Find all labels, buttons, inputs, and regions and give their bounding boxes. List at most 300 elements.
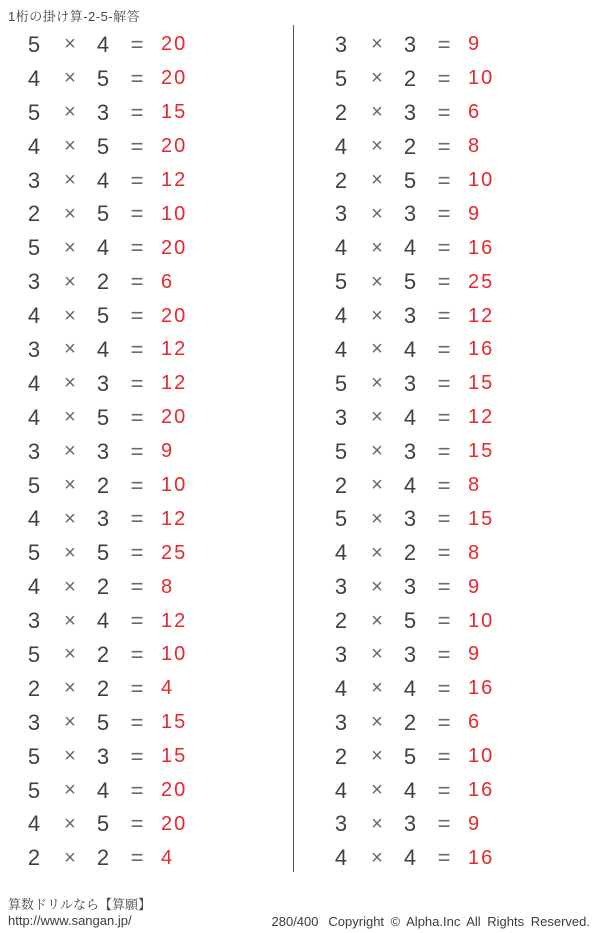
equals-symbol: = — [130, 235, 144, 261]
problems-column-left — [0, 28, 293, 875]
answer-value: 9 — [468, 575, 482, 598]
equals-symbol: = — [437, 777, 451, 803]
problem-row — [0, 469, 293, 503]
operand-b: 5 — [96, 811, 110, 837]
equals-symbol: = — [437, 167, 451, 193]
equals-symbol: = — [130, 608, 144, 634]
operand-a: 2 — [334, 472, 348, 498]
answer-value: 8 — [468, 135, 482, 158]
operand-a: 3 — [334, 404, 348, 430]
equals-symbol: = — [130, 472, 144, 498]
problem-row — [307, 265, 600, 299]
operand-a: 5 — [27, 99, 41, 125]
operand-b: 2 — [403, 709, 417, 735]
answer-value: 12 — [468, 304, 495, 327]
operand-a: 4 — [27, 574, 41, 600]
times-symbol: × — [64, 677, 76, 700]
answer-value: 15 — [161, 101, 188, 124]
operand-a: 4 — [334, 133, 348, 159]
operand-a: 4 — [27, 65, 41, 91]
operand-b: 3 — [403, 641, 417, 667]
operand-b: 3 — [96, 506, 110, 532]
times-symbol: × — [64, 202, 76, 225]
operand-a: 2 — [27, 845, 41, 871]
operand-b: 3 — [403, 303, 417, 329]
equals-symbol: = — [130, 574, 144, 600]
problem-row — [0, 672, 293, 706]
problem-row — [307, 740, 600, 774]
equals-symbol: = — [130, 438, 144, 464]
times-symbol: × — [371, 541, 383, 564]
operand-b: 5 — [96, 540, 110, 566]
operand-b: 2 — [96, 641, 110, 667]
times-symbol: × — [371, 202, 383, 225]
problem-row — [307, 96, 600, 130]
equals-symbol: = — [437, 303, 451, 329]
problem-row — [0, 536, 293, 570]
operand-a: 5 — [27, 472, 41, 498]
operand-b: 4 — [403, 777, 417, 803]
problem-row — [0, 197, 293, 231]
copyright-text: Copyright © Alpha.Inc All Rights Reserved. — [328, 914, 590, 929]
equals-symbol: = — [437, 845, 451, 871]
answer-value: 4 — [161, 677, 175, 700]
times-symbol: × — [64, 304, 76, 327]
operand-b: 4 — [403, 675, 417, 701]
problem-row — [307, 638, 600, 672]
operand-b: 5 — [96, 303, 110, 329]
operand-a: 4 — [334, 845, 348, 871]
operand-a: 3 — [27, 709, 41, 735]
problem-row — [0, 62, 293, 96]
problem-row — [307, 672, 600, 706]
equals-symbol: = — [437, 269, 451, 295]
problem-row — [0, 706, 293, 740]
operand-a: 4 — [334, 777, 348, 803]
equals-symbol: = — [130, 370, 144, 396]
problem-row — [307, 469, 600, 503]
footer-site-name: 算数ドリルなら【算願】 — [8, 897, 152, 912]
problem-row — [307, 299, 600, 333]
problem-row — [0, 265, 293, 299]
equals-symbol: = — [437, 65, 451, 91]
equals-symbol: = — [130, 811, 144, 837]
equals-symbol: = — [437, 336, 451, 362]
answer-value: 12 — [161, 169, 188, 191]
operand-a: 4 — [27, 370, 41, 396]
operand-b: 5 — [96, 133, 110, 159]
equals-symbol: = — [130, 167, 144, 193]
answer-value: 12 — [468, 406, 495, 429]
problem-row — [0, 164, 293, 198]
problem-row — [0, 367, 293, 401]
problems-area — [0, 28, 600, 875]
operand-a: 2 — [334, 167, 348, 193]
operand-b: 4 — [403, 404, 417, 430]
operand-b: 2 — [403, 65, 417, 91]
operand-b: 4 — [403, 472, 417, 498]
answer-value: 10 — [468, 169, 495, 191]
times-symbol: × — [64, 406, 76, 429]
equals-symbol: = — [130, 31, 144, 57]
times-symbol: × — [64, 812, 76, 835]
answer-value: 6 — [161, 270, 175, 293]
operand-b: 3 — [96, 438, 110, 464]
operand-a: 4 — [334, 540, 348, 566]
answer-value: 4 — [161, 846, 175, 869]
times-symbol: × — [64, 643, 76, 666]
problem-row — [307, 807, 600, 841]
equals-symbol: = — [437, 133, 451, 159]
operand-a: 3 — [334, 709, 348, 735]
footer-site-url: http://www.sangan.jp/ — [8, 913, 132, 928]
operand-a: 4 — [27, 303, 41, 329]
problem-row — [0, 502, 293, 536]
equals-symbol: = — [437, 675, 451, 701]
equals-symbol: = — [130, 675, 144, 701]
operand-b: 5 — [96, 404, 110, 430]
answer-value: 10 — [161, 643, 188, 666]
equals-symbol: = — [437, 641, 451, 667]
answer-value: 20 — [161, 406, 188, 429]
times-symbol: × — [371, 677, 383, 700]
answer-value: 25 — [468, 270, 495, 293]
operand-a: 3 — [334, 641, 348, 667]
operand-b: 2 — [96, 675, 110, 701]
times-symbol: × — [371, 846, 383, 869]
problem-row — [307, 28, 600, 62]
equals-symbol: = — [437, 540, 451, 566]
equals-symbol: = — [130, 641, 144, 667]
answer-value: 20 — [161, 304, 188, 327]
operand-b: 3 — [403, 574, 417, 600]
times-symbol: × — [371, 372, 383, 395]
problem-row — [0, 807, 293, 841]
equals-symbol: = — [437, 574, 451, 600]
answer-value: 12 — [161, 338, 188, 361]
times-symbol: × — [64, 33, 76, 56]
answer-value: 12 — [161, 609, 188, 632]
operand-a: 5 — [334, 65, 348, 91]
operand-a: 5 — [27, 31, 41, 57]
times-symbol: × — [64, 101, 76, 124]
problem-row — [307, 604, 600, 638]
problem-row — [307, 231, 600, 265]
answer-value: 15 — [161, 711, 188, 734]
operand-a: 4 — [27, 811, 41, 837]
problem-row — [0, 638, 293, 672]
equals-symbol: = — [437, 370, 451, 396]
page-title: 1桁の掛け算-2-5-解答 — [8, 9, 141, 24]
answer-value: 6 — [468, 711, 482, 734]
operand-a: 5 — [334, 269, 348, 295]
times-symbol: × — [64, 541, 76, 564]
problem-row — [0, 774, 293, 808]
answer-value: 15 — [468, 372, 495, 395]
answer-value: 8 — [468, 474, 482, 497]
operand-a: 5 — [27, 235, 41, 261]
answer-value: 16 — [468, 779, 495, 802]
times-symbol: × — [371, 609, 383, 632]
operand-b: 5 — [96, 709, 110, 735]
operand-b: 4 — [96, 235, 110, 261]
problem-row — [0, 841, 293, 875]
operand-a: 4 — [334, 303, 348, 329]
answer-value: 25 — [161, 541, 188, 564]
operand-a: 3 — [334, 574, 348, 600]
operand-b: 3 — [96, 743, 110, 769]
operand-a: 5 — [27, 641, 41, 667]
operand-a: 5 — [27, 777, 41, 803]
answer-value: 9 — [468, 812, 482, 835]
answer-value: 12 — [161, 507, 188, 530]
problem-row — [0, 333, 293, 367]
times-symbol: × — [371, 338, 383, 361]
problem-row — [307, 130, 600, 164]
operand-a: 3 — [27, 167, 41, 193]
answer-value: 9 — [161, 440, 175, 463]
times-symbol: × — [64, 575, 76, 598]
operand-a: 3 — [27, 269, 41, 295]
problem-row — [307, 570, 600, 604]
problem-row — [307, 536, 600, 570]
problem-row — [307, 502, 600, 536]
operand-a: 5 — [334, 370, 348, 396]
times-symbol: × — [371, 304, 383, 327]
operand-b: 4 — [96, 31, 110, 57]
equals-symbol: = — [437, 472, 451, 498]
operand-a: 2 — [334, 99, 348, 125]
equals-symbol: = — [437, 404, 451, 430]
operand-b: 3 — [96, 99, 110, 125]
answer-value: 15 — [468, 507, 495, 530]
times-symbol: × — [371, 67, 383, 90]
problem-row — [307, 164, 600, 198]
operand-a: 4 — [334, 675, 348, 701]
answer-value: 20 — [161, 779, 188, 802]
equals-symbol: = — [130, 743, 144, 769]
answer-value: 16 — [468, 236, 495, 259]
operand-a: 3 — [27, 608, 41, 634]
problem-row — [0, 740, 293, 774]
operand-b: 3 — [403, 506, 417, 532]
operand-b: 3 — [403, 31, 417, 57]
answer-value: 8 — [468, 541, 482, 564]
equals-symbol: = — [130, 303, 144, 329]
problem-row — [307, 401, 600, 435]
problem-row — [307, 197, 600, 231]
equals-symbol: = — [130, 540, 144, 566]
times-symbol: × — [64, 609, 76, 632]
page-number: 280/400 — [271, 914, 319, 929]
operand-b: 3 — [403, 438, 417, 464]
problem-row — [0, 231, 293, 265]
times-symbol: × — [371, 169, 383, 191]
problem-row — [0, 604, 293, 638]
times-symbol: × — [64, 745, 76, 768]
answer-value: 16 — [468, 846, 495, 869]
answer-value: 15 — [468, 440, 495, 463]
operand-b: 2 — [96, 574, 110, 600]
operand-a: 4 — [334, 336, 348, 362]
answer-value: 16 — [468, 338, 495, 361]
times-symbol: × — [64, 779, 76, 802]
operand-b: 2 — [403, 133, 417, 159]
times-symbol: × — [64, 474, 76, 497]
operand-b: 5 — [403, 167, 417, 193]
problem-row — [307, 367, 600, 401]
operand-a: 4 — [27, 404, 41, 430]
equals-symbol: = — [130, 506, 144, 532]
times-symbol: × — [64, 270, 76, 293]
problem-row — [0, 130, 293, 164]
operand-b: 3 — [403, 201, 417, 227]
operand-b: 3 — [403, 370, 417, 396]
equals-symbol: = — [130, 777, 144, 803]
operand-b: 4 — [403, 336, 417, 362]
operand-b: 3 — [403, 811, 417, 837]
equals-symbol: = — [437, 743, 451, 769]
times-symbol: × — [64, 846, 76, 869]
operand-b: 5 — [96, 201, 110, 227]
equals-symbol: = — [130, 709, 144, 735]
times-symbol: × — [371, 643, 383, 666]
answer-value: 20 — [161, 67, 188, 90]
equals-symbol: = — [130, 269, 144, 295]
operand-b: 3 — [403, 99, 417, 125]
answer-value: 9 — [468, 202, 482, 225]
answer-value: 15 — [161, 745, 188, 768]
equals-symbol: = — [437, 438, 451, 464]
operand-a: 4 — [27, 133, 41, 159]
operand-b: 5 — [403, 269, 417, 295]
times-symbol: × — [64, 440, 76, 463]
operand-a: 5 — [27, 540, 41, 566]
times-symbol: × — [64, 507, 76, 530]
times-symbol: × — [64, 67, 76, 90]
operand-a: 5 — [334, 506, 348, 532]
operand-a: 2 — [334, 608, 348, 634]
equals-symbol: = — [130, 404, 144, 430]
equals-symbol: = — [437, 99, 451, 125]
answer-value: 8 — [161, 575, 175, 598]
times-symbol: × — [371, 236, 383, 259]
operand-b: 4 — [96, 777, 110, 803]
equals-symbol: = — [437, 608, 451, 634]
times-symbol: × — [371, 440, 383, 463]
answer-value: 10 — [468, 609, 495, 632]
answer-value: 20 — [161, 33, 188, 56]
times-symbol: × — [371, 711, 383, 734]
operand-b: 4 — [403, 235, 417, 261]
problem-row — [0, 435, 293, 469]
equals-symbol: = — [437, 506, 451, 532]
problem-row — [307, 774, 600, 808]
operand-a: 4 — [334, 235, 348, 261]
times-symbol: × — [371, 406, 383, 429]
problem-row — [0, 96, 293, 130]
problem-row — [0, 401, 293, 435]
equals-symbol: = — [437, 709, 451, 735]
answer-value: 20 — [161, 135, 188, 158]
equals-symbol: = — [130, 845, 144, 871]
times-symbol: × — [371, 33, 383, 56]
operand-b: 3 — [96, 370, 110, 396]
times-symbol: × — [64, 236, 76, 259]
times-symbol: × — [64, 372, 76, 395]
equals-symbol: = — [130, 201, 144, 227]
answer-value: 16 — [468, 677, 495, 700]
answer-value: 10 — [161, 474, 188, 497]
answer-value: 6 — [468, 101, 482, 124]
problem-row — [307, 706, 600, 740]
column-divider — [293, 25, 294, 872]
times-symbol: × — [64, 338, 76, 361]
operand-a: 3 — [334, 811, 348, 837]
problem-row — [307, 841, 600, 875]
equals-symbol: = — [130, 65, 144, 91]
equals-symbol: = — [130, 99, 144, 125]
answer-value: 20 — [161, 236, 188, 259]
equals-symbol: = — [437, 811, 451, 837]
operand-b: 2 — [96, 845, 110, 871]
problem-row — [307, 435, 600, 469]
answer-value: 9 — [468, 643, 482, 666]
equals-symbol: = — [130, 133, 144, 159]
equals-symbol: = — [437, 201, 451, 227]
operand-b: 4 — [403, 845, 417, 871]
operand-a: 3 — [334, 201, 348, 227]
times-symbol: × — [371, 135, 383, 158]
answer-value: 10 — [468, 745, 495, 768]
operand-a: 3 — [27, 336, 41, 362]
equals-symbol: = — [437, 31, 451, 57]
times-symbol: × — [371, 270, 383, 293]
operand-a: 4 — [27, 506, 41, 532]
answer-value: 9 — [468, 33, 482, 56]
operand-a: 5 — [334, 438, 348, 464]
operand-b: 2 — [403, 540, 417, 566]
answer-value: 12 — [161, 372, 188, 395]
times-symbol: × — [371, 812, 383, 835]
problem-row — [0, 299, 293, 333]
times-symbol: × — [371, 101, 383, 124]
operand-b: 5 — [96, 65, 110, 91]
operand-b: 2 — [96, 472, 110, 498]
operand-a: 3 — [27, 438, 41, 464]
operand-a: 2 — [27, 675, 41, 701]
answer-value: 10 — [161, 202, 188, 225]
times-symbol: × — [371, 474, 383, 497]
operand-b: 4 — [96, 608, 110, 634]
times-symbol: × — [64, 711, 76, 734]
operand-b: 2 — [96, 269, 110, 295]
problem-row — [0, 28, 293, 62]
problem-row — [307, 62, 600, 96]
operand-a: 2 — [27, 201, 41, 227]
times-symbol: × — [371, 779, 383, 802]
answer-value: 20 — [161, 812, 188, 835]
times-symbol: × — [371, 745, 383, 768]
equals-symbol: = — [130, 336, 144, 362]
operand-b: 4 — [96, 336, 110, 362]
operand-b: 5 — [403, 743, 417, 769]
operand-a: 5 — [27, 743, 41, 769]
times-symbol: × — [371, 507, 383, 530]
times-symbol: × — [64, 169, 76, 191]
operand-b: 4 — [96, 167, 110, 193]
equals-symbol: = — [437, 235, 451, 261]
